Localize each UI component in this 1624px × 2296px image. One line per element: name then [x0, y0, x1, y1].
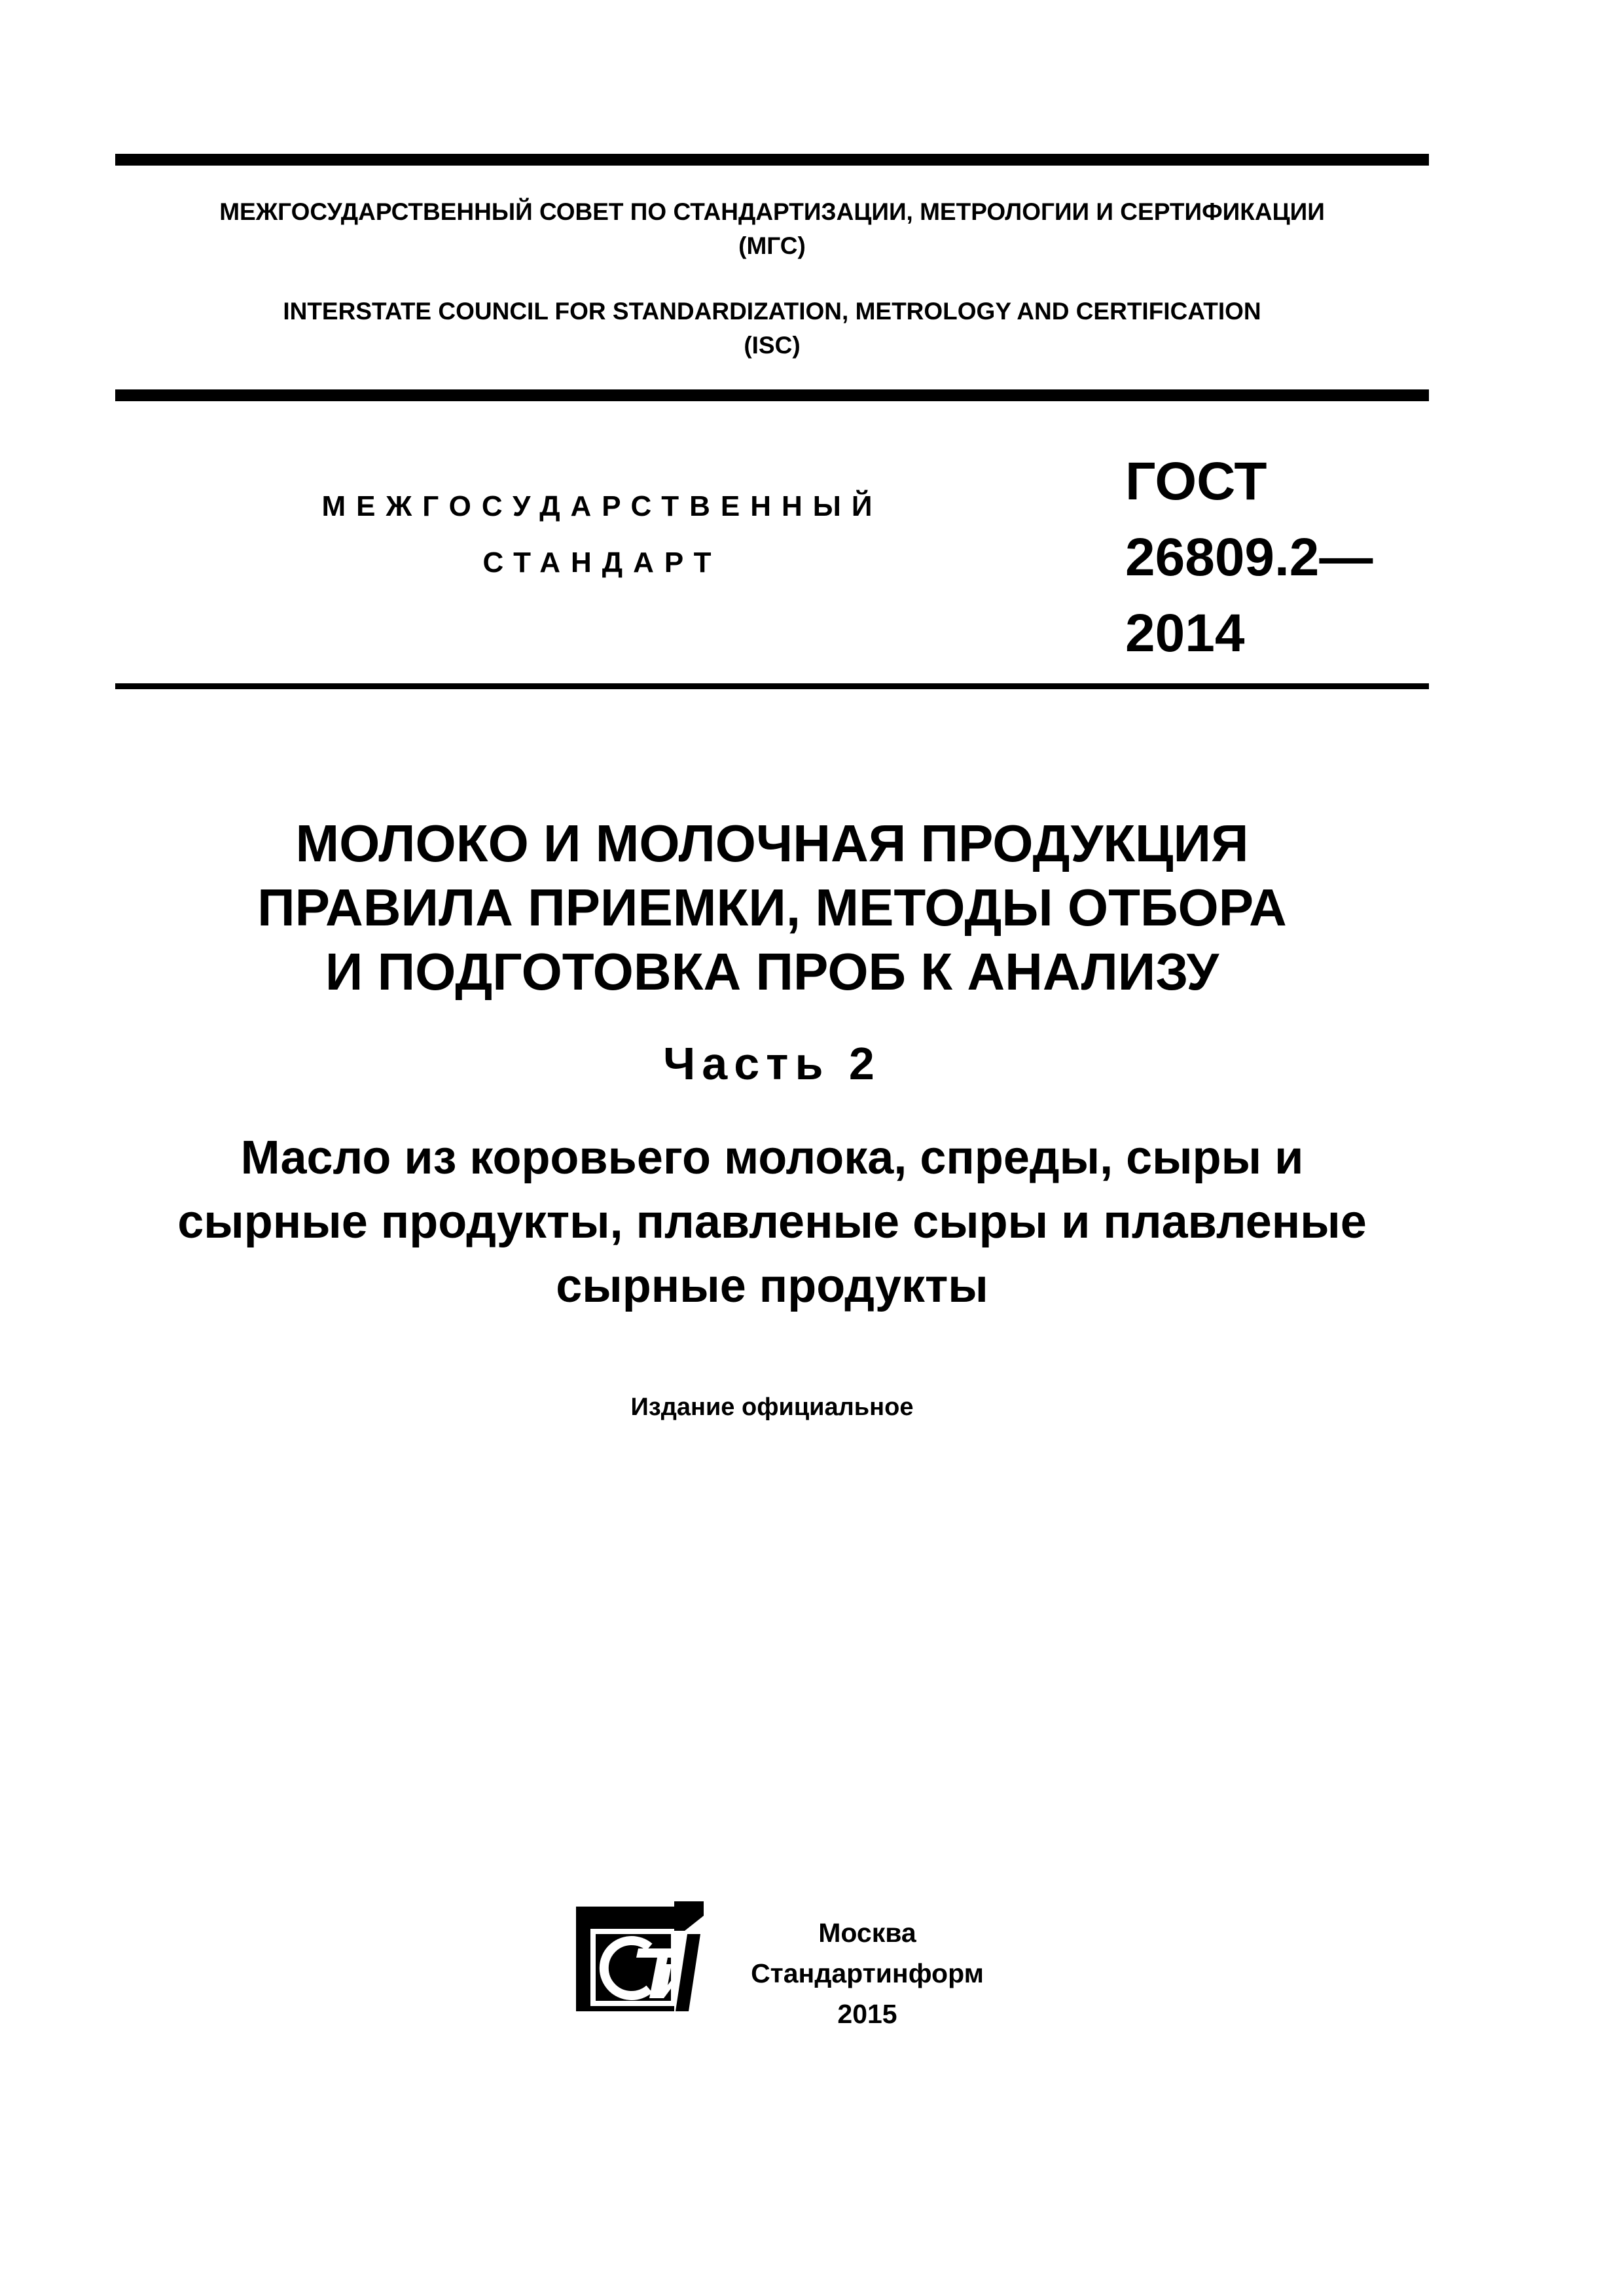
- council-name-en-line: INTERSTATE COUNCIL FOR STANDARDIZATION, METROLOGY AND CERTIFICATION: [283, 298, 1261, 325]
- top-rule: [115, 154, 1429, 166]
- middle-rule: [115, 389, 1429, 401]
- document-title-line: ПРАВИЛА ПРИЕМКИ, МЕТОДЫ ОТБОРА: [257, 878, 1287, 937]
- council-name-ru: [115, 195, 1429, 263]
- imprint-year: 2015: [837, 1999, 897, 2029]
- edition-note: Издание официальное: [630, 1393, 914, 1421]
- council-abbr-en: (ISC): [744, 332, 801, 359]
- standartinform-logo-icon: [576, 1901, 704, 2016]
- gost-prefix: ГОСТ: [1125, 452, 1267, 511]
- gost-designation: [1125, 444, 1373, 672]
- imprint-publisher: Стандартинформ: [751, 1958, 984, 1988]
- council-abbr-ru: (МГС): [738, 232, 806, 259]
- gost-year: 2014: [1125, 603, 1245, 663]
- bottom-rule: [115, 683, 1429, 689]
- document-title: [115, 812, 1429, 1004]
- standard-label-line2: СТАНДАРТ: [482, 547, 722, 579]
- logo-text: СТИ: [576, 1901, 578, 1902]
- council-name-ru-line: МЕЖГОСУДАРСТВЕННЫЙ СОВЕТ ПО СТАНДАРТИЗАЦИИ, МЕТРОЛОГИИ И СЕРТИФИКАЦИИ: [219, 198, 1325, 225]
- document-subtitle: [115, 1126, 1429, 1318]
- document-subtitle-line: сырные продукты: [556, 1260, 988, 1312]
- document-title-line: И ПОДГОТОВКА ПРОБ К АНАЛИЗУ: [325, 942, 1219, 1001]
- imprint-city: Москва: [818, 1918, 916, 1948]
- document-subtitle-line: Масло из коровьего молока, спреды, сыры и: [240, 1132, 1304, 1184]
- document-part: Часть 2: [663, 1038, 881, 1089]
- gost-number: 26809.2—: [1125, 528, 1373, 587]
- document-title-line: МОЛОКО И МОЛОЧНАЯ ПРОДУКЦИЯ: [295, 814, 1249, 872]
- document-subtitle-line: сырные продукты, плавленые сыры и плавленые: [177, 1196, 1367, 1248]
- council-name-en: [115, 295, 1429, 363]
- standard-label-line1: МЕЖГОСУДАРСТВЕННЫЙ: [321, 490, 883, 522]
